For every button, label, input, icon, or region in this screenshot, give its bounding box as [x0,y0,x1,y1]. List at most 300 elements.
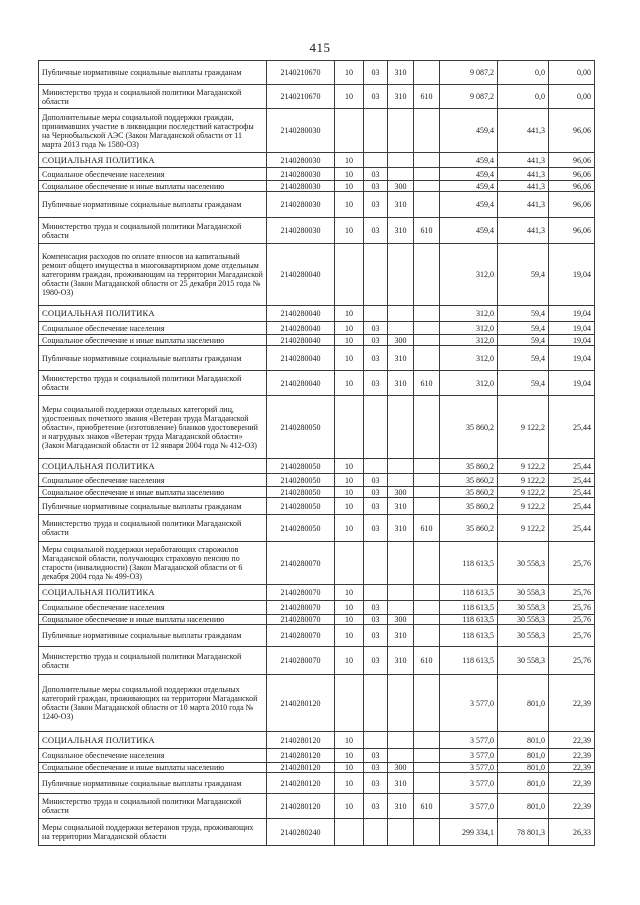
row-section-cell: 10 [335,749,364,763]
row-expense-type-cell [388,168,414,181]
budget-table [38,60,595,846]
table-row [39,498,595,515]
row-subsection-cell: 03 [364,61,388,85]
row-actual-cell: 59,4 [498,371,549,396]
row-section-cell: 10 [335,625,364,647]
row-code-cell: 2140280030 [267,181,335,192]
row-subsection-cell: 03 [364,515,388,542]
row-actual-cell: 59,4 [498,346,549,371]
row-subsection-cell [364,396,388,459]
row-name-cell: Публичные нормативные социальные выплаты гражданам [39,192,267,218]
row-administrator-cell [414,244,440,306]
row-code-cell: 2140280070 [267,615,335,625]
table-row [39,218,595,244]
row-administrator-cell [414,168,440,181]
row-name-cell: Меры социальной поддержки ветеранов труда, проживающих на территории Магаданской области [39,819,267,846]
row-actual-cell: 30 558,3 [498,542,549,585]
row-code-cell: 2140280070 [267,601,335,615]
row-subsection-cell: 03 [364,487,388,498]
table-row [39,306,595,322]
row-plan-cell: 3 577,0 [440,794,498,819]
row-name-cell: СОЦИАЛЬНАЯ ПОЛИТИКА [39,732,267,749]
row-administrator-cell [414,819,440,846]
row-code-cell: 2140280030 [267,168,335,181]
row-administrator-cell [414,335,440,346]
row-plan-cell: 3 577,0 [440,675,498,732]
row-name-cell: Меры социальной поддержки отдельных категорий лиц, удостоенных почетного звания «Ветеран труда Магаданской области», приобретение (изготовление) бланков удостоверений и нагрудных знаков «Ветеран труда Магаданской области» (Закон Магаданской области от 12 января 2004 года № 412-ОЗ) [39,396,267,459]
row-administrator-cell [414,763,440,773]
row-percent-cell: 25,44 [549,515,595,542]
row-expense-type-cell [388,244,414,306]
row-actual-cell: 441,3 [498,153,549,168]
row-subsection-cell [364,109,388,153]
row-name-cell: Публичные нормативные социальные выплаты гражданам [39,773,267,794]
row-administrator-cell: 610 [414,794,440,819]
row-percent-cell: 19,04 [549,371,595,396]
row-subsection-cell [364,585,388,601]
row-subsection-cell [364,459,388,474]
row-code-cell: 2140280030 [267,218,335,244]
row-section-cell: 10 [335,498,364,515]
row-section-cell [335,396,364,459]
row-percent-cell: 26,33 [549,819,595,846]
row-percent-cell: 25,44 [549,498,595,515]
row-code-cell: 2140280040 [267,335,335,346]
row-percent-cell: 0,00 [549,85,595,109]
row-percent-cell: 25,44 [549,459,595,474]
table-row [39,322,595,335]
row-section-cell [335,109,364,153]
row-actual-cell: 9 122,2 [498,487,549,498]
row-percent-cell: 0,00 [549,61,595,85]
row-code-cell: 2140280070 [267,625,335,647]
table-row [39,335,595,346]
row-plan-cell: 118 613,5 [440,542,498,585]
row-section-cell: 10 [335,218,364,244]
row-expense-type-cell: 300 [388,487,414,498]
table-row [39,459,595,474]
row-code-cell: 2140280040 [267,322,335,335]
row-expense-type-cell: 300 [388,763,414,773]
row-code-cell: 2140280040 [267,306,335,322]
row-subsection-cell: 03 [364,763,388,773]
row-actual-cell: 59,4 [498,335,549,346]
row-plan-cell: 312,0 [440,306,498,322]
row-actual-cell: 0,0 [498,61,549,85]
row-code-cell: 2140280120 [267,763,335,773]
row-name-cell: СОЦИАЛЬНАЯ ПОЛИТИКА [39,306,267,322]
row-name-cell: Министерство труда и социальной политики Магаданской области [39,85,267,109]
row-administrator-cell [414,749,440,763]
row-code-cell: 2140280120 [267,732,335,749]
table-row [39,819,595,846]
row-section-cell [335,675,364,732]
row-section-cell: 10 [335,763,364,773]
row-actual-cell: 801,0 [498,732,549,749]
row-expense-type-cell [388,322,414,335]
row-percent-cell: 25,44 [549,396,595,459]
row-subsection-cell: 03 [364,85,388,109]
row-actual-cell: 9 122,2 [498,396,549,459]
row-expense-type-cell [388,153,414,168]
row-expense-type-cell [388,542,414,585]
row-actual-cell: 801,0 [498,794,549,819]
row-expense-type-cell: 310 [388,794,414,819]
row-percent-cell: 25,76 [549,615,595,625]
page-number: 415 [309,40,331,55]
row-actual-cell: 441,3 [498,109,549,153]
row-actual-cell: 9 122,2 [498,459,549,474]
row-percent-cell: 25,44 [549,487,595,498]
row-code-cell: 2140280120 [267,675,335,732]
row-administrator-cell [414,498,440,515]
row-subsection-cell [364,306,388,322]
row-plan-cell: 9 087,2 [440,85,498,109]
row-actual-cell: 441,3 [498,192,549,218]
row-plan-cell: 35 860,2 [440,396,498,459]
table-row [39,675,595,732]
row-section-cell: 10 [335,306,364,322]
row-code-cell: 2140280050 [267,487,335,498]
row-subsection-cell: 03 [364,498,388,515]
row-expense-type-cell [388,732,414,749]
table-row [39,515,595,542]
row-section-cell [335,819,364,846]
row-actual-cell: 30 558,3 [498,585,549,601]
row-section-cell: 10 [335,732,364,749]
row-code-cell: 2140280050 [267,515,335,542]
row-section-cell: 10 [335,181,364,192]
row-expense-type-cell [388,819,414,846]
row-name-cell: Министерство труда и социальной политики Магаданской области [39,371,267,396]
row-section-cell [335,542,364,585]
row-code-cell: 2140280050 [267,396,335,459]
row-name-cell: Социальное обеспечение и иные выплаты населению [39,181,267,192]
row-expense-type-cell: 310 [388,61,414,85]
table-row [39,192,595,218]
row-administrator-cell [414,61,440,85]
row-name-cell: Министерство труда и социальной политики Магаданской области [39,515,267,542]
row-code-cell: 2140280030 [267,192,335,218]
row-plan-cell: 312,0 [440,244,498,306]
row-administrator-cell [414,306,440,322]
row-percent-cell: 96,06 [549,153,595,168]
row-actual-cell: 441,3 [498,181,549,192]
row-actual-cell: 30 558,3 [498,625,549,647]
row-subsection-cell: 03 [364,168,388,181]
row-percent-cell: 96,06 [549,192,595,218]
row-subsection-cell: 03 [364,749,388,763]
row-code-cell: 2140280070 [267,542,335,585]
table-row [39,61,595,85]
row-administrator-cell [414,474,440,487]
row-actual-cell: 9 122,2 [498,474,549,487]
row-plan-cell: 299 334,1 [440,819,498,846]
table-row [39,346,595,371]
row-percent-cell: 96,06 [549,218,595,244]
table-row [39,181,595,192]
table-row [39,763,595,773]
row-section-cell: 10 [335,168,364,181]
row-subsection-cell [364,542,388,585]
row-percent-cell: 25,76 [549,625,595,647]
row-actual-cell: 59,4 [498,322,549,335]
row-plan-cell: 9 087,2 [440,61,498,85]
row-expense-type-cell: 300 [388,335,414,346]
row-name-cell: СОЦИАЛЬНАЯ ПОЛИТИКА [39,153,267,168]
row-actual-cell: 9 122,2 [498,498,549,515]
table-row [39,601,595,615]
row-subsection-cell: 03 [364,647,388,675]
row-expense-type-cell [388,109,414,153]
row-code-cell: 2140280120 [267,749,335,763]
row-plan-cell: 118 613,5 [440,625,498,647]
row-plan-cell: 459,4 [440,218,498,244]
row-name-cell: Социальное обеспечение населения [39,601,267,615]
row-section-cell: 10 [335,61,364,85]
row-plan-cell: 459,4 [440,168,498,181]
table-row [39,625,595,647]
row-name-cell: СОЦИАЛЬНАЯ ПОЛИТИКА [39,585,267,601]
table-row [39,85,595,109]
row-name-cell: Социальное обеспечение населения [39,474,267,487]
table-row [39,749,595,763]
row-administrator-cell [414,625,440,647]
row-plan-cell: 35 860,2 [440,487,498,498]
row-plan-cell: 35 860,2 [440,498,498,515]
row-administrator-cell [414,675,440,732]
row-name-cell: Публичные нормативные социальные выплаты гражданам [39,61,267,85]
row-name-cell: Компенсация расходов по оплате взносов на капитальный ремонт общего имущества в многоквартирном доме отдельным категориям граждан, проживающим на территории Магаданской области (Закон Магаданской области от 25 декабря 2015 года № 1980-ОЗ) [39,244,267,306]
row-section-cell: 10 [335,601,364,615]
row-administrator-cell [414,487,440,498]
row-administrator-cell [414,542,440,585]
row-actual-cell: 30 558,3 [498,615,549,625]
row-section-cell: 10 [335,794,364,819]
row-subsection-cell: 03 [364,218,388,244]
table-row [39,244,595,306]
row-administrator-cell: 610 [414,371,440,396]
row-expense-type-cell: 310 [388,773,414,794]
row-expense-type-cell: 310 [388,498,414,515]
row-section-cell: 10 [335,335,364,346]
row-subsection-cell: 03 [364,371,388,396]
row-code-cell: 2140210670 [267,61,335,85]
row-administrator-cell [414,601,440,615]
row-code-cell: 2140280070 [267,585,335,601]
row-plan-cell: 312,0 [440,322,498,335]
row-administrator-cell [414,773,440,794]
table-row [39,615,595,625]
row-percent-cell: 19,04 [549,244,595,306]
row-actual-cell: 30 558,3 [498,647,549,675]
row-name-cell: Министерство труда и социальной политики Магаданской области [39,794,267,819]
row-administrator-cell [414,181,440,192]
row-expense-type-cell: 310 [388,346,414,371]
row-subsection-cell: 03 [364,601,388,615]
table-row [39,732,595,749]
row-code-cell: 2140280070 [267,647,335,675]
row-administrator-cell [414,732,440,749]
table-row [39,585,595,601]
row-plan-cell: 3 577,0 [440,773,498,794]
row-section-cell: 10 [335,459,364,474]
row-actual-cell: 801,0 [498,749,549,763]
row-name-cell: Социальное обеспечение и иные выплаты населению [39,763,267,773]
row-code-cell: 2140280240 [267,819,335,846]
row-name-cell: Социальное обеспечение и иные выплаты населению [39,335,267,346]
row-expense-type-cell: 310 [388,371,414,396]
row-section-cell: 10 [335,371,364,396]
row-expense-type-cell: 310 [388,85,414,109]
row-name-cell: Социальное обеспечение населения [39,749,267,763]
row-name-cell: Дополнительные меры социальной поддержки граждан, принимавших участие в ликвидации последствий катастрофы на Чернобыльской АЭС (Закон Магаданской области от 11 марта 2013 года № 1580-ОЗ) [39,109,267,153]
row-actual-cell: 9 122,2 [498,515,549,542]
row-actual-cell: 801,0 [498,675,549,732]
row-plan-cell: 35 860,2 [440,474,498,487]
table-row [39,396,595,459]
row-percent-cell: 19,04 [549,346,595,371]
row-percent-cell: 19,04 [549,322,595,335]
row-administrator-cell: 610 [414,218,440,244]
row-section-cell: 10 [335,346,364,371]
row-percent-cell: 25,76 [549,601,595,615]
table-body [39,61,595,846]
row-section-cell: 10 [335,585,364,601]
row-subsection-cell [364,153,388,168]
row-expense-type-cell [388,749,414,763]
row-percent-cell: 22,39 [549,675,595,732]
row-name-cell: Меры социальной поддержки неработающих старожилов Магаданской области, получающих страховую пенсию по старости (инвалидности) (Закон Магаданской области от 6 декабря 2004 года № 499-ОЗ) [39,542,267,585]
row-expense-type-cell: 310 [388,192,414,218]
row-code-cell: 2140280120 [267,794,335,819]
row-percent-cell: 19,04 [549,306,595,322]
row-name-cell: Министерство труда и социальной политики Магаданской области [39,218,267,244]
row-administrator-cell [414,322,440,335]
row-plan-cell: 118 613,5 [440,647,498,675]
row-percent-cell: 22,39 [549,763,595,773]
row-administrator-cell [414,346,440,371]
row-percent-cell: 25,76 [549,585,595,601]
row-code-cell: 2140280030 [267,153,335,168]
row-administrator-cell [414,192,440,218]
row-section-cell: 10 [335,192,364,218]
row-percent-cell: 22,39 [549,794,595,819]
table-row [39,109,595,153]
row-expense-type-cell [388,459,414,474]
row-subsection-cell: 03 [364,615,388,625]
row-name-cell: Социальное обеспечение населения [39,322,267,335]
row-plan-cell: 459,4 [440,109,498,153]
row-section-cell: 10 [335,85,364,109]
row-code-cell: 2140210670 [267,85,335,109]
row-code-cell: 2140280040 [267,346,335,371]
row-expense-type-cell [388,474,414,487]
row-subsection-cell: 03 [364,322,388,335]
row-plan-cell: 3 577,0 [440,749,498,763]
row-name-cell: Социальное обеспечение населения [39,168,267,181]
row-section-cell: 10 [335,474,364,487]
row-name-cell: Публичные нормативные социальные выплаты гражданам [39,625,267,647]
row-plan-cell: 459,4 [440,153,498,168]
row-percent-cell: 96,06 [549,181,595,192]
row-administrator-cell: 610 [414,515,440,542]
row-name-cell: Социальное обеспечение и иные выплаты населению [39,487,267,498]
row-percent-cell: 25,76 [549,542,595,585]
table-row [39,487,595,498]
row-administrator-cell [414,585,440,601]
row-section-cell: 10 [335,487,364,498]
row-code-cell: 2140280040 [267,244,335,306]
row-name-cell: Публичные нормативные социальные выплаты гражданам [39,498,267,515]
row-section-cell: 10 [335,647,364,675]
row-expense-type-cell: 310 [388,625,414,647]
row-code-cell: 2140280030 [267,109,335,153]
row-percent-cell: 96,06 [549,168,595,181]
row-code-cell: 2140280050 [267,459,335,474]
row-subsection-cell [364,819,388,846]
row-expense-type-cell: 300 [388,615,414,625]
row-plan-cell: 3 577,0 [440,763,498,773]
table-row [39,371,595,396]
row-actual-cell: 59,4 [498,244,549,306]
row-plan-cell: 118 613,5 [440,615,498,625]
row-subsection-cell: 03 [364,192,388,218]
row-subsection-cell [364,244,388,306]
row-administrator-cell [414,396,440,459]
row-actual-cell: 0,0 [498,85,549,109]
row-plan-cell: 3 577,0 [440,732,498,749]
row-subsection-cell: 03 [364,335,388,346]
table-row [39,773,595,794]
row-subsection-cell [364,675,388,732]
row-plan-cell: 459,4 [440,181,498,192]
row-section-cell: 10 [335,515,364,542]
row-subsection-cell: 03 [364,474,388,487]
row-percent-cell: 22,39 [549,773,595,794]
row-administrator-cell [414,615,440,625]
row-section-cell [335,244,364,306]
row-expense-type-cell [388,585,414,601]
row-percent-cell: 22,39 [549,732,595,749]
row-code-cell: 2140280050 [267,474,335,487]
row-plan-cell: 312,0 [440,335,498,346]
row-percent-cell: 25,44 [549,474,595,487]
row-expense-type-cell: 310 [388,218,414,244]
row-name-cell: СОЦИАЛЬНАЯ ПОЛИТИКА [39,459,267,474]
row-subsection-cell: 03 [364,794,388,819]
row-code-cell: 2140280040 [267,371,335,396]
row-name-cell: Социальное обеспечение и иные выплаты населению [39,615,267,625]
row-administrator-cell: 610 [414,647,440,675]
row-expense-type-cell [388,306,414,322]
row-subsection-cell: 03 [364,625,388,647]
row-section-cell: 10 [335,153,364,168]
row-subsection-cell: 03 [364,181,388,192]
row-expense-type-cell: 300 [388,181,414,192]
row-plan-cell: 35 860,2 [440,459,498,474]
row-plan-cell: 118 613,5 [440,601,498,615]
row-expense-type-cell: 310 [388,647,414,675]
row-percent-cell: 19,04 [549,335,595,346]
row-actual-cell: 441,3 [498,168,549,181]
row-plan-cell: 118 613,5 [440,585,498,601]
row-section-cell: 10 [335,615,364,625]
row-actual-cell: 30 558,3 [498,601,549,615]
table-row [39,474,595,487]
row-actual-cell: 59,4 [498,306,549,322]
table-row [39,153,595,168]
